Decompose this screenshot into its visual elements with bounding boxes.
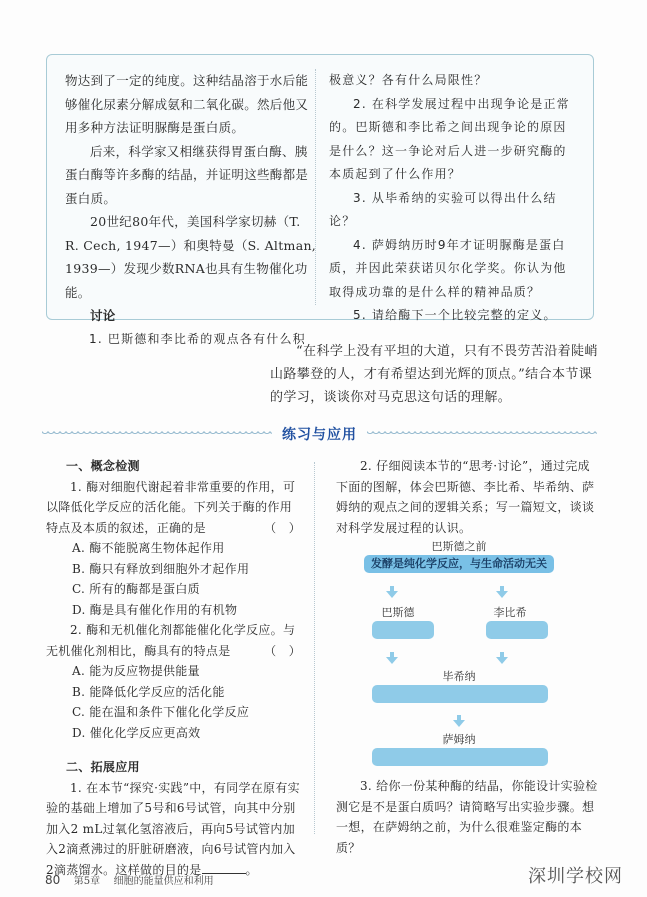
column-divider	[315, 69, 316, 305]
discussion-question-2: 2. 在科学发展过程中出现争论是正常的。巴斯德和李比希之间出现争论的原因是什么？这一争论对后人进一步研究酶的本质起到了什么作用？	[329, 96, 570, 181]
label-liebig: 李比希	[493, 606, 527, 619]
paragraph: 极意义？各有什么局限性？	[329, 73, 488, 87]
marx-quote: “在科学上没有平坦的大道，只有不畏劳苦沿着陡峭山路攀登的人，才有希望达到光辉的顶点。”结合本节课的学习，谈谈你对马克思这句话的理解。	[270, 344, 598, 405]
column-divider	[314, 462, 315, 834]
page-footer	[45, 872, 214, 887]
page-number: 80	[45, 873, 61, 887]
label-before-pasteur: 巴斯德之前	[431, 540, 487, 553]
flowchart	[368, 538, 550, 770]
option-a: A. 能为反应物提供能量	[72, 664, 200, 678]
heading-concept-check: 一、概念检测	[66, 459, 140, 473]
chapter-title: 细胞的能量供应和利用	[113, 876, 214, 887]
option-b: B. 能降低化学反应的活化能	[72, 684, 225, 699]
question-2	[46, 620, 301, 661]
option-c: C. 所有的酶都是蛋白质	[72, 582, 200, 596]
arrow-down-icon	[386, 586, 398, 598]
box-liebig	[486, 621, 548, 639]
box-buchner	[372, 685, 548, 703]
exercises-left-column	[46, 456, 301, 880]
paragraph: 物达到了一定的纯度。这种结晶溶于水后能够催化尿素分解成氨和二氧化碳。然后他又用多种方法证明脲酶是蛋白质。	[65, 73, 309, 135]
heading-extended-application: 二、拓展应用	[66, 760, 140, 774]
period: 。	[245, 862, 258, 877]
option-d: D. 酶是具有催化作用的有机物	[72, 602, 238, 617]
discussion-question-4: 4. 萨姆纳历时9年才证明脲酶是蛋白质，并因此荣获诺贝尔化学奖。你认为他取得成功靠的是什么样的精神品质？	[329, 237, 567, 299]
box-pasteur	[372, 621, 434, 639]
discussion-question-3: 3. 从毕希纳的实验可以得出什么结论？	[329, 190, 557, 228]
option-d: D. 催化化学反应更高效	[72, 725, 201, 740]
answer-parentheses: （ ）	[264, 520, 301, 535]
discussion-question-5: 5. 请给酶下一个比较完整的定义。	[353, 308, 557, 322]
label-sumner: 萨姆纳	[442, 733, 476, 746]
option-c: C. 能在温和条件下催化化学反应	[72, 705, 250, 719]
extended-question-2: 2. 仔细阅读本节的“思考·讨论”，通过完成下面的图解，体会巴斯德、李比希、毕希纳、萨姆纳的观点之间的逻辑关系；写一篇短文，谈谈对科学发展过程的认识。	[336, 459, 595, 535]
discussion-heading: 讨论	[90, 308, 116, 323]
option-a: A. 酶不能脱离生物体起作用	[72, 541, 225, 555]
paragraph: 20世纪80年代，美国科学家切赫（T. R. Cech, 1947—）和奥特曼（S. Altman, 1939—）发现少数RNA也具有生物催化功能。	[65, 214, 317, 300]
arrow-down-icon	[496, 652, 508, 664]
extended-question-3: 3. 给你一份某种酶的结晶，你能设计实验检测它是不是蛋白质吗？请简略写出实验步骤。想一想，在萨姆纳之前，为什么很难鉴定酶的本质？	[336, 779, 598, 855]
question-1-text: 1. 酶对细胞代谢起着非常重要的作用，可以降低化学反应的活化能。下列关于酶的作用特点及本质的叙述，正确的是	[46, 479, 296, 535]
arrow-down-icon	[453, 715, 465, 727]
label-pasteur: 巴斯德	[381, 606, 415, 619]
question-1	[46, 477, 301, 539]
box-before-pasteur: 发酵是纯化学反应，与生命活动无关	[364, 555, 554, 573]
arrow-down-icon	[386, 652, 398, 664]
paragraph: 后来，科学家又相继获得胃蛋白酶、胰蛋白酶等许多酶的结晶，并证明这些酶都是蛋白质。	[65, 143, 309, 206]
chapter-number: 第5章	[73, 876, 101, 887]
section-header	[42, 424, 597, 444]
wavy-line-decoration	[42, 431, 272, 437]
reading-box	[46, 54, 594, 346]
extended-question-1	[46, 778, 301, 881]
watermark: 深圳学校网	[528, 866, 623, 887]
option-b: B. 酶只有释放到细胞外才起作用	[72, 561, 250, 576]
reading-box-right-column	[329, 69, 579, 328]
label-buchner: 毕希纳	[442, 670, 476, 683]
wavy-line-decoration	[367, 431, 597, 437]
extended-question-1-text: 1. 在本节“探究·实践”中，有同学在原有实验的基础上增加了5号和6号试管，向其中分别加入2 mL过氧化氢溶液后，再向5号试管内加入2滴煮沸过的肝脏研磨液，向6号试管内加入2滴蒸馏水。这样做的目的是	[46, 780, 300, 877]
extended-question-3-container	[336, 776, 598, 858]
answer-parentheses: （ ）	[264, 643, 301, 658]
reading-box-left-column	[65, 69, 317, 351]
section-title: 练习与应用	[282, 427, 357, 443]
box-sumner	[372, 748, 548, 766]
arrow-down-icon	[496, 586, 508, 598]
discussion-question-1: 1. 巴斯德和李比希的观点各有什么积	[89, 331, 306, 346]
question-2-text: 2. 酶和无机催化剂都能催化化学反应。与无机催化剂相比，酶具有的特点是	[46, 623, 296, 658]
exercises-right-column	[336, 456, 598, 538]
